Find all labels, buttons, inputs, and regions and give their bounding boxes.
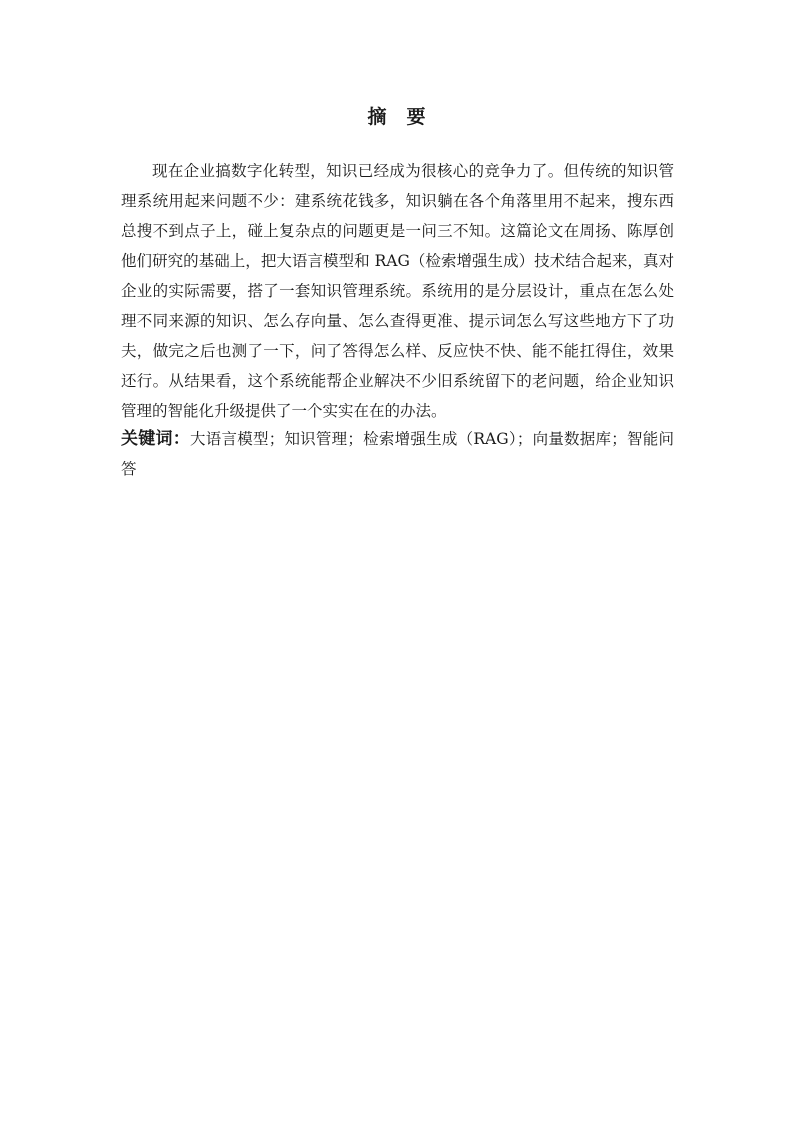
- keywords-text: 大语言模型；知识管理；检索增强生成（RAG）；向量数据库；智能问答: [121, 430, 675, 478]
- abstract-title: 摘要: [367, 106, 446, 128]
- keywords-line: [121, 424, 674, 484]
- keywords-label: 关键词：: [121, 429, 190, 449]
- abstract-paragraph: 现在企业搞数字化转型，知识已经成为很核心的竞争力了。但传统的知识管理系统用起来问题不少：建系统花钱多，知识躺在各个角落里用不起来，搜东西总搜不到点子上，碰上复杂点的问题更是一问三不知。这篇论文在周扬、陈厚创他们研究的基础上，把大语言模型和 RAG（检索增强生成）技术结合起来，真对企业的实际需要，搭了一套知识管理系统。系统用的是分层设计，重点在怎么处理不同来源的知识、怎么存向量、怎么查得更准、提示词怎么写这些地方下了功夫，做完之后也测了一下，问了答得怎么样、反应快不快、能不能扛得住，效果还行。从结果看，这个系统能帮企业解决不少旧系统留下的老问题，给企业知识管理的智能化升级提供了一个实实在在的办法。: [121, 162, 674, 420]
